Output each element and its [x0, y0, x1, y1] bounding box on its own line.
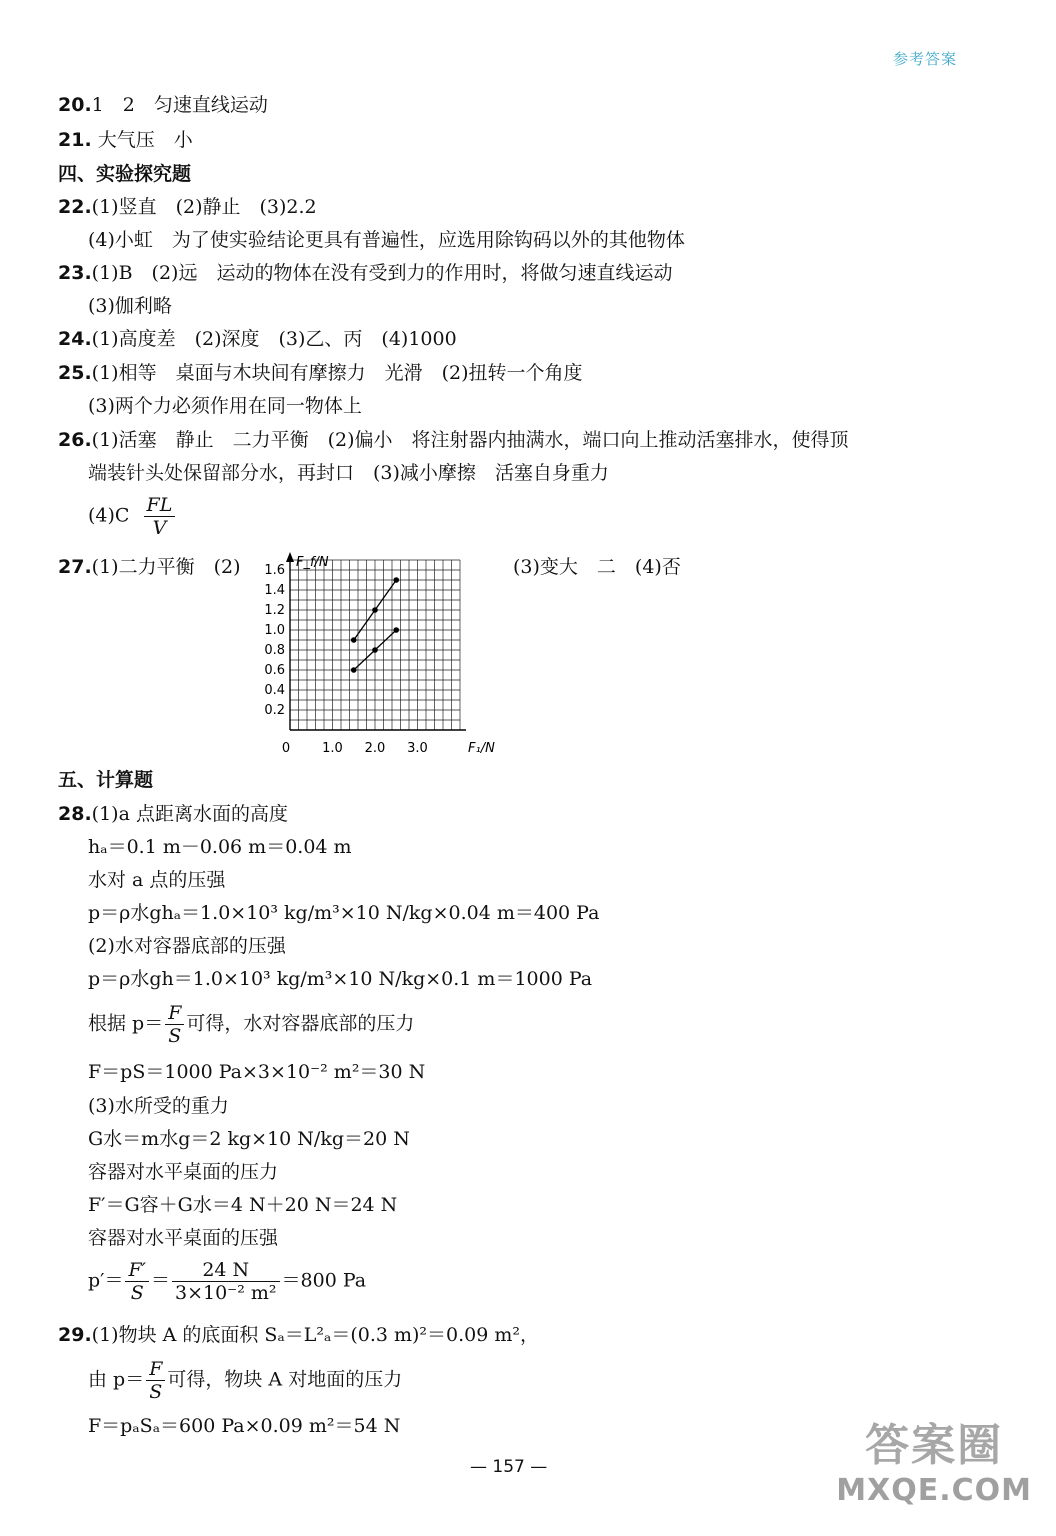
calc-28-l12: F′＝G容＋G水＝4 N＋20 N＝24 N	[88, 1194, 398, 1216]
answer-23: 23.(1)B (2)远 运动的物体在没有受到力的作用时，将做匀速直线运动	[58, 262, 673, 284]
calc-28-l11: 容器对水平桌面的压力	[88, 1161, 279, 1183]
fraction-fl-over-v: $\frac{FL}{V}$	[144, 494, 176, 539]
y-tick-label: 1.6	[264, 563, 285, 578]
y-tick-label: 1.4	[264, 583, 285, 598]
x-tick-label: 3.0	[407, 741, 428, 756]
data-point	[351, 637, 357, 643]
fraction-f-over-s-2: $\frac{F}{S}$	[146, 1358, 165, 1403]
data-point	[372, 607, 378, 613]
watermark-logo: 答案圈 MXQE.COM	[836, 1420, 1032, 1508]
answer-23-line2: (3)伽利略	[88, 295, 172, 317]
calc-28-l13: 容器对水平桌面的压强	[88, 1227, 279, 1249]
fraction-fprime-over-s: $\frac{F'}{S}$	[125, 1259, 149, 1304]
calc-28-l3: 水对 a 点的压强	[88, 869, 226, 891]
y-tick-label: 0.8	[264, 643, 285, 658]
answer-26-line3: (4)C $\frac{FL}{V}$	[88, 494, 177, 539]
section-4-title: 四、实验探究题	[58, 163, 192, 185]
y-tick-label: 0.2	[264, 703, 285, 718]
y-tick-label: 0.6	[264, 663, 285, 678]
answer-27: 27.(1)二力平衡 (2)	[58, 556, 241, 578]
y-tick-label: 1.2	[264, 603, 285, 618]
answer-25-line2: (3)两个力必须作用在同一物体上	[88, 395, 362, 417]
answer-29: 29.(1)物块 A 的底面积 Sₐ＝L²ₐ＝(0.3 m)²＝0.09 m²，	[58, 1324, 540, 1346]
answer-22-line2: (4)小虹 为了使实验结论更具有普遍性，应选用除钩码以外的其他物体	[88, 229, 685, 251]
x-axis-label: F₁/N	[468, 741, 495, 756]
friction-force-chart	[255, 552, 515, 766]
calc-28-l2: hₐ＝0.1 m－0.06 m＝0.04 m	[88, 836, 352, 858]
fraction-24n-over-area: $\frac{24 N}{\text{3×10⁻² m²}}$	[172, 1259, 280, 1304]
data-point	[372, 647, 378, 653]
answer-26-line2: 端装针头处保留部分水，再封口 (3)减小摩擦 活塞自身重力	[88, 462, 609, 484]
chart-grid	[290, 560, 460, 730]
calc-28-l4: p＝ρ水ghₐ＝1.0×10³ kg/m³×10 N/kg×0.04 m＝400 Pa	[88, 902, 600, 924]
x-tick-label: 2.0	[364, 741, 386, 756]
y-axis-label: F_f/N	[296, 555, 329, 570]
fraction-f-over-s: $\frac{F}{S}$	[165, 1002, 184, 1047]
calc-28-l5: (2)水对容器底部的压强	[88, 935, 286, 957]
answer-21: 21. 大气压 小	[58, 129, 193, 151]
calc-28-l7: 根据 p＝ $\frac{F}{S}$ 可得，水对容器底部的压力	[88, 1002, 415, 1047]
answer-26: 26.(1)活塞 静止 二力平衡 (2)偏小 将注射器内抽满水，端口向上推动活塞排水，使得顶	[58, 429, 849, 451]
answer-27-right: (3)变大 二 (4)否	[513, 556, 681, 578]
y-tick-label: 0.4	[264, 683, 285, 698]
calc-29-l2: 由 p＝ $\frac{F}{S}$ 可得，物块 A 对地面的压力	[88, 1358, 403, 1403]
answer-25: 25.(1)相等 桌面与木块间有摩擦力 光滑 (2)扭转一个角度	[58, 362, 583, 384]
answer-28: 28.(1)a 点距离水面的高度	[58, 803, 288, 825]
data-point	[393, 627, 399, 633]
calc-28-l9: (3)水所受的重力	[88, 1095, 229, 1117]
answer-24: 24.(1)高度差 (2)深度 (3)乙、丙 (4)1000	[58, 328, 457, 350]
page-number: — 157 —	[470, 1457, 548, 1477]
header-tag: 参考答案	[893, 50, 958, 68]
y-axis-arrow	[286, 552, 294, 562]
x-tick-label: 1.0	[322, 741, 343, 756]
answer-22: 22.(1)竖直 (2)静止 (3)2.2	[58, 196, 317, 218]
origin-label: 0	[281, 741, 291, 756]
answer-20: 20.1 2 匀速直线运动	[58, 94, 268, 116]
section-5-title: 五、计算题	[58, 769, 154, 791]
data-point	[351, 667, 357, 673]
calc-28-l14: p′＝ $\frac{F'}{S}$ ＝ $\frac{24 N}{\text{3×10⁻² m²}}$ ＝800 Pa	[88, 1259, 367, 1304]
calc-29-l3: F＝pₐSₐ＝600 Pa×0.09 m²＝54 N	[88, 1415, 401, 1437]
calc-28-l6: p＝ρ水gh＝1.0×10³ kg/m³×10 N/kg×0.1 m＝1000 Pa	[88, 968, 593, 990]
y-tick-label: 1.0	[264, 623, 285, 638]
chart-axes	[264, 552, 495, 756]
data-point	[393, 577, 399, 583]
calc-28-l10: G水＝m水g＝2 kg×10 N/kg＝20 N	[88, 1128, 410, 1150]
calc-28-l8: F＝pS＝1000 Pa×3×10⁻² m²＝30 N	[88, 1061, 426, 1083]
